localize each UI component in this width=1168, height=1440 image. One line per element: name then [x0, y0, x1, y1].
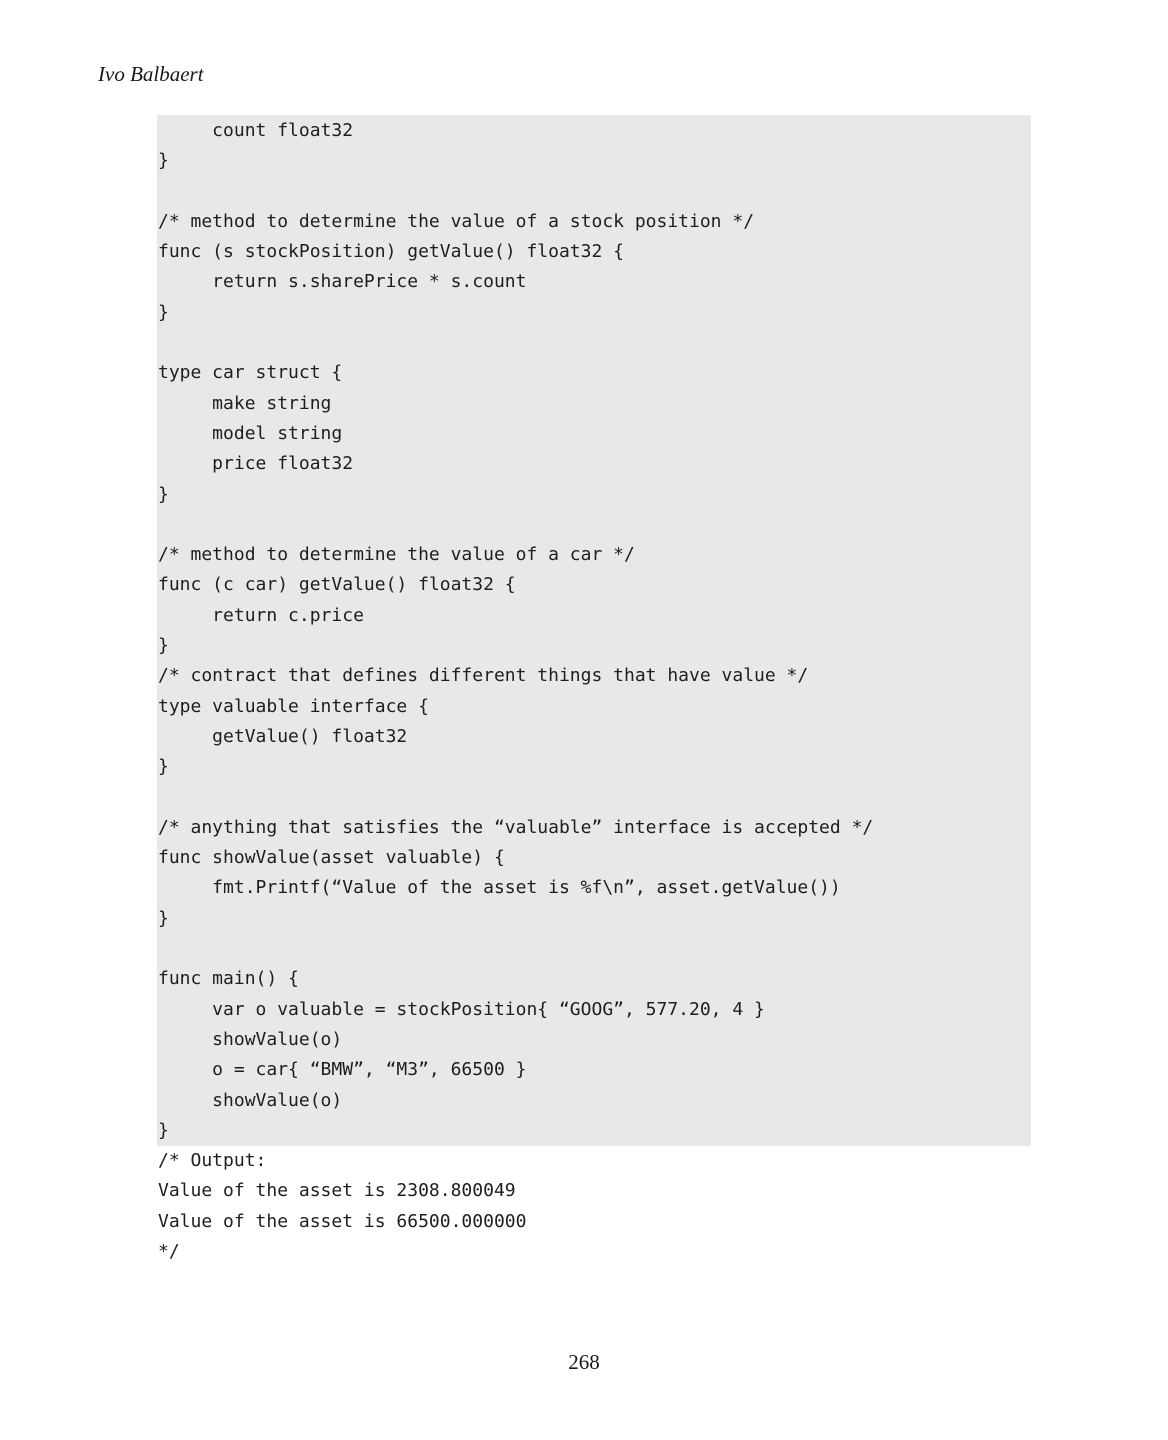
running-head-author: Ivo Balbaert — [98, 62, 204, 86]
code-line: /* anything that satisfies the “valuable” interface is accepted */ — [158, 816, 874, 838]
code-line: o = car{ “BMW”, “M3”, 66500 } — [158, 1059, 527, 1081]
code-line: fmt.Printf(“Value of the asset is %f\n”, asset.getValue()) — [158, 877, 841, 899]
code-line: getValue() float32 — [158, 725, 408, 747]
code-line: } — [158, 635, 169, 657]
code-line: type valuable interface { — [158, 695, 429, 717]
code-line: showValue(o) — [158, 1089, 343, 1111]
code-line: var o valuable = stockPosition{ “GOOG”, 577.20, 4 } — [158, 998, 765, 1020]
code-line: /* Output: — [158, 1150, 267, 1172]
code-line: } — [158, 150, 169, 172]
code-line: showValue(o) — [158, 1028, 343, 1050]
code-line: Value of the asset is 2308.800049 — [158, 1180, 516, 1202]
code-line — [158, 783, 873, 813]
code-line: /* contract that defines different things that have value */ — [158, 665, 809, 687]
code-line: */ — [158, 1240, 180, 1262]
code-line — [158, 328, 873, 358]
code-line: func showValue(asset valuable) { — [158, 847, 505, 869]
code-line — [158, 177, 873, 207]
code-line: count float32 — [158, 120, 354, 141]
code-line: } — [158, 301, 169, 323]
code-line: } — [158, 907, 169, 929]
code-line: Value of the asset is 66500.000000 — [158, 1210, 527, 1232]
code-line: func main() { — [158, 968, 299, 990]
code-line: return c.price — [158, 604, 364, 626]
code-line: } — [158, 1119, 169, 1141]
page-number: 268 — [568, 1350, 600, 1374]
code-line: price float32 — [158, 453, 354, 475]
code-listing — [158, 116, 873, 1267]
code-line: } — [158, 483, 169, 505]
code-line: model string — [158, 422, 343, 444]
code-line: return s.sharePrice * s.count — [158, 271, 527, 293]
code-line: make string — [158, 392, 332, 414]
code-line — [158, 934, 873, 964]
code-line: /* method to determine the value of a car */ — [158, 544, 635, 566]
code-line: type car struct { — [158, 362, 343, 384]
code-line: func (c car) getValue() float32 { — [158, 574, 516, 596]
code-line — [158, 510, 873, 540]
code-line: } — [158, 756, 169, 778]
code-line: /* method to determine the value of a stock position */ — [158, 210, 755, 232]
code-line: func (s stockPosition) getValue() float32 { — [158, 241, 624, 263]
